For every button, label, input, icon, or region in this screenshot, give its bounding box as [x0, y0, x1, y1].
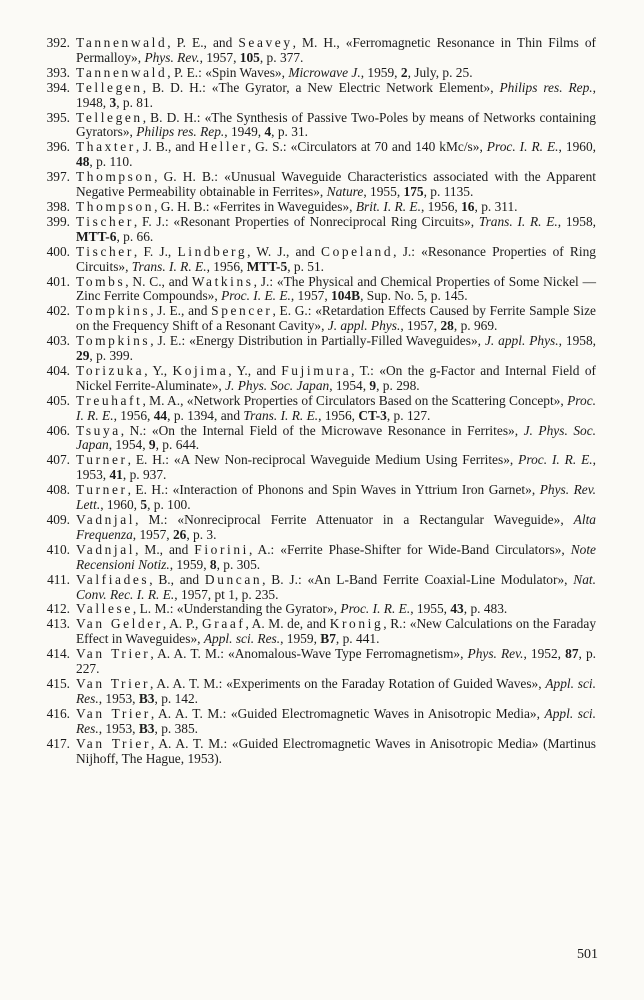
reference-entry — [36, 66, 596, 81]
reference-text: Tannenwald, P. E., and Seavey, M. H., «Ferromagnetic Resonance in Thin Films of Permalloy», Phys. Rev., 1957, 105, p. 377. — [76, 35, 596, 65]
reference-entry — [36, 334, 596, 364]
reference-number: 405. — [46, 392, 70, 408]
reference-text: Vadnjal, M.: «Nonreciprocal Ferrite Attenuator in a Rectangular Waveguide», Alta Frequenza, 1957, 26, p. 3. — [76, 512, 596, 542]
reference-number: 401. — [46, 273, 70, 289]
reference-entry — [36, 602, 596, 617]
reference-number: 398. — [46, 198, 70, 214]
reference-entry — [36, 424, 596, 454]
reference-number: 402. — [46, 303, 70, 319]
reference-entry — [36, 200, 596, 215]
reference-number: 392. — [46, 35, 70, 50]
reference-text: Torizuka, Y., Kojima, Y., and Fujimura, T.: «On the g-Factor and Internal Field of Nickel Ferrite-Aluminate», J. Phys. Soc. Japan, 1954, 9, p. 298. — [76, 362, 596, 393]
reference-text: Vallese, L. M.: «Understanding the Gyrator», Proc. I. R. E., 1955, 43, p. 483. — [76, 601, 508, 617]
reference-number: 399. — [46, 213, 70, 229]
reference-text: Turner, E. H.: «A New Non-reciprocal Waveguide Medium Using Ferrites», Proc. I. R. E., 1953, 41, p. 937. — [76, 452, 596, 483]
reference-entry — [36, 140, 596, 170]
reference-text: Tischer, F. J.: «Resonant Properties of Nonreciprocal Ring Circuits», Trans. I. R. E., 1958, MTT-6, p. 66. — [76, 213, 596, 244]
reference-text: Tannenwald, P. E.: «Spin Waves», Microwave J., 1959, 2, July, p. 25. — [76, 64, 473, 80]
reference-number: 406. — [46, 422, 70, 438]
reference-text: Van Trier, A. A. T. M.: «Anomalous-Wave Type Ferromagnetism», Phys. Rev., 1952, 87, p. 227. — [76, 646, 597, 677]
reference-entry — [36, 737, 596, 767]
reference-entry — [36, 111, 596, 141]
page-number: 501 — [577, 947, 598, 962]
reference-entry — [36, 245, 596, 275]
reference-number: 397. — [46, 169, 70, 185]
reference-entry — [36, 453, 596, 483]
reference-entry — [36, 170, 596, 200]
reference-number: 396. — [46, 139, 70, 155]
reference-entry — [36, 364, 596, 394]
reference-text: Turner, E. H.: «Interaction of Phonons and Spin Waves in Yttrium Iron Garnet», Phys. Rev. Lett., 1960, 5, p. 100. — [76, 482, 596, 513]
reference-text: Tombs, N. C., and Watkins, J.: «The Physical and Chemical Properties of Some Nickel — Zinc Ferrite Compounds», Proc. I. E. E., 1957, 104B, Sup. No. 5, p. 145. — [76, 273, 596, 304]
reference-list — [36, 36, 596, 766]
reference-entry — [36, 573, 596, 603]
reference-number: 394. — [46, 79, 70, 95]
reference-entry — [36, 275, 596, 305]
reference-entry — [36, 707, 596, 737]
reference-text: Vadnjal, M., and Fiorini, A.: «Ferrite Phase-Shifter for Wide-Band Circulators», Note Recensioni Notiz., 1959, 8, p. 305. — [76, 541, 596, 572]
reference-number: 413. — [46, 616, 70, 632]
reference-text: Tompkins, J. E.: «Energy Distribution in Partially-Filled Waveguides», J. appl. Phys., 1958, 29, p. 399. — [76, 333, 597, 364]
reference-text: Tischer, F. J., Lindberg, W. J., and Copeland, J.: «Resonance Properties of Ring Circuits», Trans. I. R. E., 1956, MTT-5, p. 51. — [76, 243, 596, 274]
reference-number: 411. — [47, 571, 70, 587]
reference-number: 414. — [46, 646, 70, 662]
reference-entry — [36, 36, 596, 66]
reference-text: Thompson, G. H. B.: «Unusual Waveguide Characteristics associated with the Apparent Negative Permeability obtainable in Ferrites», Nature, 1955, 175, p. 1135. — [76, 169, 596, 200]
reference-number: 416. — [46, 705, 70, 721]
reference-entry — [36, 81, 596, 111]
reference-entry — [36, 543, 596, 573]
reference-number: 409. — [46, 512, 70, 527]
reference-text: Thaxter, J. B., and Heller, G. S.: «Circulators at 70 and 140 kMc/s», Proc. I. R. E., 1960, 48, p. 110. — [76, 139, 597, 170]
reference-entry — [36, 647, 596, 677]
reference-text: Van Trier, A. A. T. M.: «Guided Electromagnetic Waves in Anisotropic Media», Appl. sci. Res., 1953, B3, p. 385. — [76, 705, 596, 736]
reference-text: Tsuya, N.: «On the Internal Field of the Microwave Resonance in Ferrites», J. Phys. Soc. Japan, 1954, 9, p. 644. — [76, 422, 597, 453]
reference-number: 403. — [46, 333, 70, 349]
reference-number: 400. — [46, 243, 70, 259]
reference-number: 395. — [46, 109, 70, 125]
reference-text: Valfiades, B., and Duncan, B. J.: «An L-Band Ferrite Coaxial-Line Modulator», Nat. Conv. Rec. I. R. E., 1957, pt 1, p. 235. — [76, 571, 596, 602]
reference-number: 412. — [46, 601, 70, 617]
reference-number: 415. — [46, 675, 70, 691]
reference-entry — [36, 483, 596, 513]
reference-text: Tellegen, B. D. H.: «The Synthesis of Passive Two-Poles by means of Networks containing Gyrators», Philips res. Rep., 1949, 4, p. 31. — [76, 109, 596, 140]
reference-number: 408. — [46, 482, 70, 498]
reference-entry — [36, 304, 596, 334]
reference-entry — [36, 215, 596, 245]
reference-text: Tompkins, J. E., and Spencer, E. G.: «Retardation Effects Caused by Ferrite Sample Size on the Frequency Shift of a Resonant Cavity», J. appl. Phys., 1957, 28, p. 969. — [76, 303, 596, 334]
reference-text: Van Trier, A. A. T. M.: «Guided Electromagnetic Waves in Anisotropic Media» (Martinus Nijhoff, The Hague, 1953). — [76, 735, 596, 766]
reference-entry — [36, 617, 596, 647]
reference-text: Van Gelder, A. P., Graaf, A. M. de, and Kronig, R.: «New Calculations on the Faraday Effect in Waveguides», Appl. sci. Res., 1959, B7, p. 441. — [76, 616, 597, 647]
reference-text: Thompson, G. H. B.: «Ferrites in Waveguides», Brit. I. R. E., 1956, 16, p. 311. — [76, 198, 518, 214]
reference-number: 417. — [46, 735, 70, 751]
reference-text: Treuhaft, M. A., «Network Properties of Circulators Based on the Scattering Concept», Proc. I. R. E., 1956, 44, p. 1394, and Trans. I. R. E., 1956, CT-3, p. 127. — [76, 392, 596, 423]
reference-number: 407. — [46, 452, 70, 468]
reference-number: 393. — [46, 64, 70, 80]
reference-entry — [36, 513, 596, 543]
reference-entry — [36, 677, 596, 707]
reference-number: 410. — [46, 541, 70, 557]
reference-number: 404. — [46, 362, 70, 378]
reference-entry — [36, 394, 596, 424]
reference-text: Van Trier, A. A. T. M.: «Experiments on the Faraday Rotation of Guided Waves», Appl. sci. Res., 1953, B3, p. 142. — [76, 675, 596, 706]
reference-text: Tellegen, B. D. H.: «The Gyrator, a New Electric Network Element», Philips res. Rep., 1948, 3, p. 81. — [76, 79, 596, 110]
